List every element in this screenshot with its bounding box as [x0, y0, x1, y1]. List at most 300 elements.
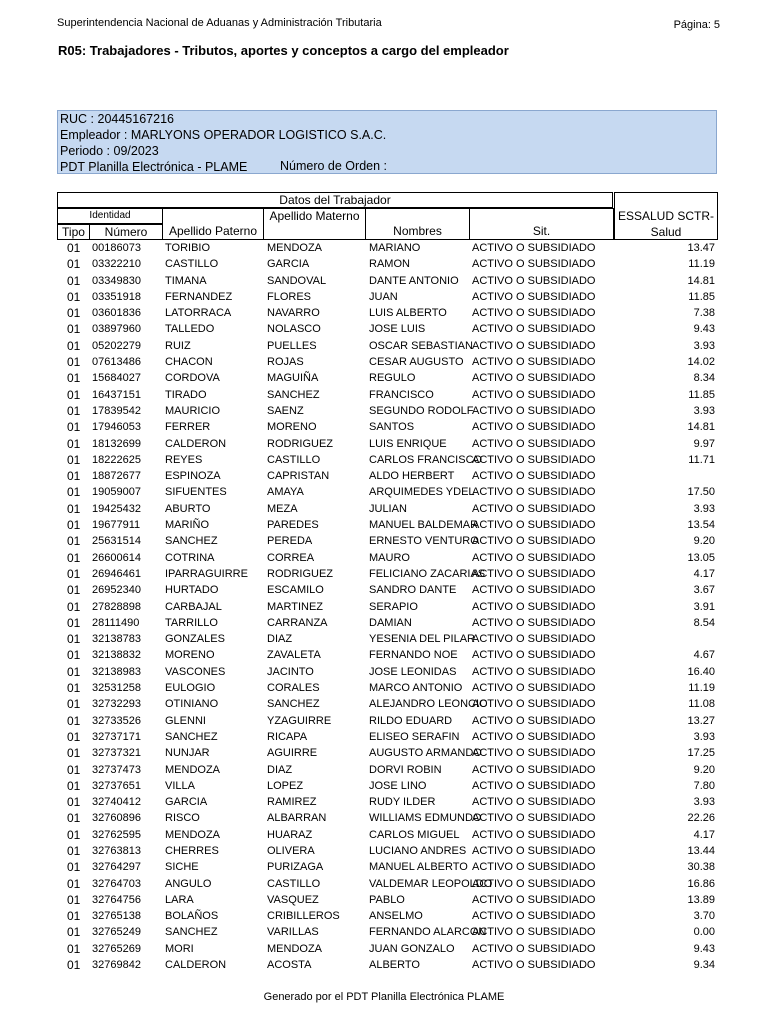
apellido-materno-cell: RAMIREZ: [267, 796, 317, 809]
table-row: [57, 273, 719, 289]
apellido-materno-cell: SAENZ: [267, 404, 304, 417]
pdt-line: PDT Planilla Electrónica - PLAME: [60, 160, 248, 174]
numero-cell: 32765249: [92, 926, 141, 939]
sit-cell: ACTIVO O SUBSIDIADO: [472, 600, 596, 613]
apellido-materno-cell: ROJAS: [267, 356, 304, 369]
page-label: Página:: [673, 19, 711, 31]
apellido-paterno-cell: TARRILLO: [165, 616, 218, 629]
table-row: [57, 550, 719, 566]
tipo-cell: 01: [67, 681, 81, 696]
table-row: [57, 566, 719, 582]
tipo-cell: 01: [67, 436, 81, 451]
agency-name: Superintendencia Nacional de Aduanas y Administración Tributaria: [57, 17, 382, 29]
numero-cell: 16437151: [92, 388, 141, 401]
tipo-cell: 01: [67, 762, 81, 777]
apellido-paterno-cell: SANCHEZ: [165, 926, 218, 939]
sit-cell: ACTIVO O SUBSIDIADO: [472, 551, 596, 564]
apellido-paterno-cell: RUIZ: [165, 339, 191, 352]
sit-cell: ACTIVO O SUBSIDIADO: [472, 665, 596, 678]
apellido-materno-cell: CAPRISTAN: [267, 470, 330, 483]
tipo-cell: 01: [67, 713, 81, 728]
essalud-cell: 9.43: [693, 942, 715, 955]
numero-cell: 32737171: [92, 730, 141, 743]
essalud-cell: 13.05: [687, 551, 715, 564]
tipo-cell: 01: [67, 501, 81, 516]
page-indicator: [674, 19, 720, 31]
tipo-cell: 01: [67, 420, 81, 435]
footer-note: Generado por el PDT Planilla Electrónica PLAME: [263, 991, 505, 1003]
apellido-paterno-cell: FERNANDEZ: [165, 290, 233, 303]
essalud-cell: 3.93: [693, 339, 715, 352]
sit-cell: ACTIVO O SUBSIDIADO: [472, 356, 596, 369]
numero-header: Número: [89, 224, 163, 240]
numero-cell: 32765269: [92, 942, 141, 955]
sit-cell: ACTIVO O SUBSIDIADO: [472, 763, 596, 776]
sit-cell: ACTIVO O SUBSIDIADO: [472, 616, 596, 629]
apellido-paterno-cell: MAURICIO: [165, 404, 220, 417]
tipo-cell: 01: [67, 648, 81, 663]
apellido-paterno-cell: MENDOZA: [165, 763, 220, 776]
sit-cell: ACTIVO O SUBSIDIADO: [472, 942, 596, 955]
tipo-cell: 01: [67, 485, 81, 500]
nombres-cell: ELISEO SERAFIN: [369, 730, 460, 743]
identity-header: Identidad: [57, 208, 163, 224]
apellido-materno-cell: AMAYA: [267, 486, 304, 499]
essalud-cell: 14.02: [687, 356, 715, 369]
table-row: [57, 436, 719, 452]
nombres-cell: MARCO ANTONIO: [369, 682, 463, 695]
sit-cell: ACTIVO O SUBSIDIADO: [472, 421, 596, 434]
table-row: [57, 599, 719, 615]
essalud-cell: 11.85: [688, 290, 715, 303]
nombres-cell: FERNANDO ALARCON: [369, 926, 487, 939]
apellido-materno-cell: MAGUIÑA: [267, 372, 319, 385]
nombres-cell: ALEJANDRO LEONCIO: [369, 698, 488, 711]
sit-cell: ACTIVO O SUBSIDIADO: [472, 959, 596, 972]
numero-cell: 32732293: [92, 698, 141, 711]
table-row: [57, 468, 719, 484]
tipo-cell: 01: [67, 909, 81, 924]
numero-cell: 26952340: [92, 584, 141, 597]
nombres-cell: REGULO: [369, 372, 416, 385]
essalud-cell: 11.19: [688, 682, 715, 695]
apellido-materno-cell: PUELLES: [267, 339, 317, 352]
tipo-cell: 01: [67, 257, 81, 272]
page-number: 5: [713, 19, 720, 31]
essalud-cell: 3.91: [693, 600, 715, 613]
apellido-materno-cell: DIAZ: [267, 633, 293, 646]
essalud-header: ESSALUD SCTR-Salud: [614, 192, 718, 240]
nombres-cell: JOSE LEONIDAS: [369, 665, 457, 678]
sit-cell: ACTIVO O SUBSIDIADO: [472, 437, 596, 450]
apellido-materno-cell: MENDOZA: [267, 942, 322, 955]
nombres-cell: JOSE LINO: [369, 779, 427, 792]
apellido-paterno-cell: GLENNI: [165, 714, 206, 727]
sit-cell: ACTIVO O SUBSIDIADO: [472, 861, 596, 874]
tipo-cell: 01: [67, 795, 81, 810]
sit-cell: ACTIVO O SUBSIDIADO: [472, 584, 596, 597]
tipo-cell: 01: [67, 778, 81, 793]
numero-cell: 32765138: [92, 910, 141, 923]
sit-cell: ACTIVO O SUBSIDIADO: [472, 307, 596, 320]
apellido-materno-cell: DIAZ: [267, 763, 293, 776]
nombres-cell: FELICIANO ZACARIAS: [369, 567, 486, 580]
sit-cell: ACTIVO O SUBSIDIADO: [472, 910, 596, 923]
nombres-cell: RUDY ILDER: [369, 796, 436, 809]
numero-cell: 25631514: [92, 535, 141, 548]
table-row: [57, 924, 719, 940]
nombres-cell: OSCAR SEBASTIAN: [369, 339, 473, 352]
numero-cell: 32138783: [92, 633, 141, 646]
table-row: [57, 582, 719, 598]
apellido-paterno-cell: TIMANA: [165, 274, 207, 287]
table-row: [57, 354, 719, 370]
essalud-cell: 13.47: [687, 242, 715, 254]
apellido-materno-cell: SANCHEZ: [267, 388, 320, 401]
apellido-paterno-cell: RISCO: [165, 812, 200, 825]
table-row: [57, 859, 719, 875]
apellido-materno-cell: PEREDA: [267, 535, 313, 548]
tipo-cell: 01: [67, 241, 81, 255]
table-row: [57, 778, 719, 794]
nombres-cell: MAURO: [369, 551, 410, 564]
essalud-cell: 7.80: [693, 779, 715, 792]
apellido-paterno-cell: MORI: [165, 942, 194, 955]
apellido-paterno-cell: COTRINA: [165, 551, 215, 564]
numero-cell: 32760896: [92, 812, 141, 825]
essalud-cell: 8.54: [693, 616, 715, 629]
tipo-cell: 01: [67, 632, 81, 647]
table-row: [57, 843, 719, 859]
numero-cell: 03322210: [92, 258, 141, 271]
tipo-cell: 01: [67, 729, 81, 744]
nombres-cell: CARLOS MIGUEL: [369, 828, 460, 841]
numero-cell: 18222625: [92, 453, 141, 466]
apellido-materno-cell: RODRIGUEZ: [267, 437, 333, 450]
apellido-materno-cell: MORENO: [267, 421, 317, 434]
essalud-cell: 3.93: [693, 404, 715, 417]
sit-cell: ACTIVO O SUBSIDIADO: [472, 828, 596, 841]
sit-cell: ACTIVO O SUBSIDIADO: [472, 698, 596, 711]
essalud-cell: 9.97: [693, 437, 715, 450]
apellido-paterno-header: Apellido Paterno: [162, 208, 264, 240]
essalud-cell: 4.67: [693, 649, 715, 662]
essalud-cell: 0.00: [693, 926, 715, 939]
numero-cell: 32737651: [92, 779, 141, 792]
essalud-cell: 17.25: [687, 747, 715, 760]
apellido-paterno-cell: ANGULO: [165, 877, 212, 890]
numero-cell: 03897960: [92, 323, 141, 336]
essalud-cell: 9.43: [693, 323, 715, 336]
nombres-cell: LUIS ALBERTO: [369, 307, 447, 320]
numero-cell: 19059007: [92, 486, 141, 499]
sit-cell: ACTIVO O SUBSIDIADO: [472, 844, 596, 857]
nombres-cell: JULIAN: [369, 502, 407, 515]
nombres-cell: RAMON: [369, 258, 410, 271]
essalud-cell: 4.17: [693, 567, 715, 580]
tipo-cell: 01: [67, 811, 81, 826]
tipo-cell: 01: [67, 306, 81, 321]
apellido-paterno-cell: REYES: [165, 453, 203, 466]
worker-data-header: Datos del Trabajador: [57, 192, 613, 208]
sit-cell: ACTIVO O SUBSIDIADO: [472, 877, 596, 890]
nombres-cell: JUAN GONZALO: [369, 942, 455, 955]
nombres-cell: SANTOS: [369, 421, 415, 434]
sit-cell: ACTIVO O SUBSIDIADO: [472, 258, 596, 271]
apellido-paterno-cell: IPARRAGUIRRE: [165, 567, 248, 580]
apellido-materno-cell: PAREDES: [267, 519, 319, 532]
numero-cell: 26600614: [92, 551, 141, 564]
apellido-materno-cell: MENDOZA: [267, 242, 322, 254]
nombres-cell: DORVI ROBIN: [369, 763, 442, 776]
tipo-cell: 01: [67, 550, 81, 565]
tipo-cell: 01: [67, 860, 81, 875]
table-row: [57, 631, 719, 647]
sit-cell: ACTIVO O SUBSIDIADO: [472, 812, 596, 825]
tipo-cell: 01: [67, 566, 81, 581]
essalud-cell: 9.20: [693, 535, 715, 548]
numero-cell: 05202279: [92, 339, 141, 352]
table-row: [57, 305, 719, 321]
report-title: R05: Trabajadores - Tributos, aportes y conceptos a cargo del empleador: [58, 43, 509, 58]
apellido-paterno-cell: EULOGIO: [165, 682, 216, 695]
apellido-materno-cell: CRIBILLEROS: [267, 910, 340, 923]
apellido-materno-cell: LOPEZ: [267, 779, 304, 792]
nombres-cell: VALDEMAR LEOPOLDO: [369, 877, 493, 890]
apellido-paterno-cell: FERRER: [165, 421, 211, 434]
essalud-cell: 11.71: [688, 453, 715, 466]
numero-cell: 03601836: [92, 307, 141, 320]
apellido-materno-cell: ESCAMILO: [267, 584, 324, 597]
apellido-paterno-cell: CHERRES: [165, 844, 219, 857]
essalud-cell: 3.93: [693, 502, 715, 515]
table-row: [57, 892, 719, 908]
apellido-materno-cell: CORALES: [267, 682, 320, 695]
apellido-paterno-cell: SANCHEZ: [165, 730, 218, 743]
numero-cell: 15684027: [92, 372, 141, 385]
nombres-cell: MARIANO: [369, 242, 421, 254]
table-row: [57, 794, 719, 810]
tipo-cell: 01: [67, 371, 81, 386]
table-row: [57, 240, 719, 256]
essalud-cell: 3.93: [693, 796, 715, 809]
nombres-cell: WILLIAMS EDMUNDO: [369, 812, 482, 825]
nombres-cell: ANSELMO: [369, 910, 423, 923]
table-row: [57, 403, 719, 419]
apellido-paterno-cell: SICHE: [165, 861, 199, 874]
nombres-cell: MANUEL ALBERTO: [369, 861, 468, 874]
apellido-materno-cell: NOLASCO: [267, 323, 321, 336]
apellido-paterno-cell: MENDOZA: [165, 828, 220, 841]
numero-cell: 07613486: [92, 356, 141, 369]
apellido-paterno-cell: LARA: [165, 893, 194, 906]
table-row: [57, 827, 719, 843]
essalud-cell: 8.34: [693, 372, 715, 385]
apellido-materno-cell: AGUIRRE: [267, 747, 318, 760]
table-row: [57, 256, 719, 272]
table-row: [57, 533, 719, 549]
sit-cell: ACTIVO O SUBSIDIADO: [472, 290, 596, 303]
numero-cell: 17946053: [92, 421, 141, 434]
essalud-cell: 22.26: [687, 812, 715, 825]
nombres-cell: LUIS ENRIQUE: [369, 437, 447, 450]
tipo-cell: 01: [67, 892, 81, 907]
table-row: [57, 729, 719, 745]
essalud-cell: 11.08: [688, 698, 715, 711]
sit-cell: ACTIVO O SUBSIDIADO: [472, 567, 596, 580]
apellido-materno-cell: ZAVALETA: [267, 649, 321, 662]
table-row: [57, 647, 719, 663]
nombres-cell: ERNESTO VENTURO: [369, 535, 479, 548]
table-row: [57, 810, 719, 826]
numero-cell: 32763813: [92, 844, 141, 857]
nombres-cell: ARQUIMEDES YDEL: [369, 486, 475, 499]
apellido-materno-cell: NAVARRO: [267, 307, 320, 320]
nombres-cell: MANUEL BALDEMAR: [369, 519, 479, 532]
apellido-paterno-cell: MARIÑO: [165, 519, 209, 532]
essalud-cell: 16.40: [687, 665, 715, 678]
sit-cell: ACTIVO O SUBSIDIADO: [472, 926, 596, 939]
tipo-cell: 01: [67, 534, 81, 549]
table-row: [57, 501, 719, 517]
tipo-cell: 01: [67, 452, 81, 467]
apellido-materno-cell: ALBARRAN: [267, 812, 327, 825]
essalud-cell: 4.17: [693, 828, 715, 841]
tipo-cell: 01: [67, 664, 81, 679]
sit-cell: ACTIVO O SUBSIDIADO: [472, 453, 596, 466]
essalud-cell: 13.89: [687, 893, 715, 906]
apellido-materno-cell: RODRIGUEZ: [267, 567, 333, 580]
nombres-cell: CESAR AUGUSTO: [369, 356, 464, 369]
tipo-cell: 01: [67, 403, 81, 418]
numero-cell: 32531258: [92, 682, 141, 695]
nombres-cell: ALDO HERBERT: [369, 470, 455, 483]
table-row: [57, 419, 719, 435]
apellido-materno-cell: SANDOVAL: [267, 274, 327, 287]
apellido-materno-cell: PURIZAGA: [267, 861, 324, 874]
worker-rows: [57, 240, 719, 973]
table-row: [57, 957, 719, 973]
table-row: [57, 387, 719, 403]
numero-cell: 18132699: [92, 437, 141, 450]
table-row: [57, 289, 719, 305]
apellido-paterno-cell: TIRADO: [165, 388, 207, 401]
tipo-cell: 01: [67, 518, 81, 533]
numero-cell: 19425432: [92, 502, 141, 515]
table-row: [57, 370, 719, 386]
nombres-cell: RILDO EDUARD: [369, 714, 453, 727]
table-row: [57, 517, 719, 533]
table-row: [57, 876, 719, 892]
numero-cell: 28111490: [92, 616, 140, 629]
tipo-cell: 01: [67, 925, 81, 940]
period-line: Periodo : 09/2023: [60, 144, 159, 158]
sit-cell: ACTIVO O SUBSIDIADO: [472, 372, 596, 385]
essalud-cell: 30.38: [687, 861, 715, 874]
nombres-cell: YESENIA DEL PILAR: [369, 633, 475, 646]
numero-cell: 03351918: [92, 290, 141, 303]
tipo-cell: 01: [67, 615, 81, 630]
tipo-cell: 01: [67, 273, 81, 288]
numero-cell: 32740412: [92, 796, 141, 809]
sit-cell: ACTIVO O SUBSIDIADO: [472, 274, 596, 287]
tipo-cell: 01: [67, 827, 81, 842]
apellido-paterno-cell: GONZALES: [165, 633, 225, 646]
nombres-cell: PABLO: [369, 893, 405, 906]
nombres-cell: JOSE LUIS: [369, 323, 426, 336]
numero-cell: 32764756: [92, 893, 141, 906]
numero-cell: 32737321: [92, 747, 141, 760]
apellido-paterno-cell: CASTILLO: [165, 258, 219, 271]
sit-cell: ACTIVO O SUBSIDIADO: [472, 682, 596, 695]
apellido-materno-cell: CORREA: [267, 551, 315, 564]
numero-cell: 03349830: [92, 274, 141, 287]
tipo-cell: 01: [67, 338, 81, 353]
nombres-cell: SERAPIO: [369, 600, 418, 613]
numero-cell: 32733526: [92, 714, 141, 727]
apellido-materno-cell: OLIVERA: [267, 844, 315, 857]
sit-cell: ACTIVO O SUBSIDIADO: [472, 242, 596, 254]
nombres-cell: LUCIANO ANDRES: [369, 844, 467, 857]
tipo-cell: 01: [67, 746, 81, 761]
tipo-cell: 01: [67, 697, 81, 712]
sit-cell: ACTIVO O SUBSIDIADO: [472, 747, 596, 760]
apellido-materno-cell: YZAGUIRRE: [267, 714, 332, 727]
numero-cell: 32764703: [92, 877, 141, 890]
apellido-materno-cell: VASQUEZ: [267, 893, 319, 906]
apellido-materno-header: Apellido Materno: [263, 208, 366, 240]
apellido-materno-cell: JACINTO: [267, 665, 314, 678]
nombres-cell: SEGUNDO RODOLF: [369, 404, 474, 417]
order-number-label: Número de Orden :: [280, 159, 387, 173]
essalud-cell: 7.38: [693, 307, 715, 320]
tipo-cell: 01: [67, 355, 81, 370]
sit-cell: ACTIVO O SUBSIDIADO: [472, 323, 596, 336]
apellido-paterno-cell: ESPINOZA: [165, 470, 221, 483]
numero-cell: 27828898: [92, 600, 141, 613]
tipo-cell: 01: [67, 876, 81, 891]
sit-cell: ACTIVO O SUBSIDIADO: [472, 502, 596, 515]
sit-cell: ACTIVO O SUBSIDIADO: [472, 633, 596, 646]
apellido-materno-cell: CASTILLO: [267, 453, 321, 466]
sit-cell: ACTIVO O SUBSIDIADO: [472, 730, 596, 743]
essalud-cell: 13.27: [687, 714, 715, 727]
table-row: [57, 941, 719, 957]
table-row: [57, 484, 719, 500]
apellido-materno-cell: GARCIA: [267, 258, 310, 271]
nombres-cell: AUGUSTO ARMANDO: [369, 747, 482, 760]
essalud-cell: 13.44: [687, 844, 715, 857]
apellido-paterno-cell: ABURTO: [165, 502, 211, 515]
table-row: [57, 762, 719, 778]
essalud-cell: 11.19: [688, 258, 715, 271]
apellido-paterno-cell: VILLA: [165, 779, 195, 792]
tipo-header: Tipo: [57, 224, 90, 240]
nombres-header: Nombres: [365, 208, 470, 240]
sit-cell: ACTIVO O SUBSIDIADO: [472, 535, 596, 548]
apellido-materno-cell: VARILLAS: [267, 926, 319, 939]
apellido-materno-cell: CARRANZA: [267, 616, 328, 629]
apellido-paterno-cell: CHACON: [165, 356, 213, 369]
tipo-cell: 01: [67, 469, 81, 484]
numero-cell: 32737473: [92, 763, 141, 776]
tipo-cell: 01: [67, 843, 81, 858]
employer-line: Empleador : MARLYONS OPERADOR LOGISTICO S.A.C.: [60, 128, 387, 142]
numero-cell: 32764297: [92, 861, 141, 874]
apellido-paterno-cell: CARBAJAL: [165, 600, 222, 613]
sit-cell: ACTIVO O SUBSIDIADO: [472, 649, 596, 662]
essalud-cell: 14.81: [687, 421, 715, 434]
